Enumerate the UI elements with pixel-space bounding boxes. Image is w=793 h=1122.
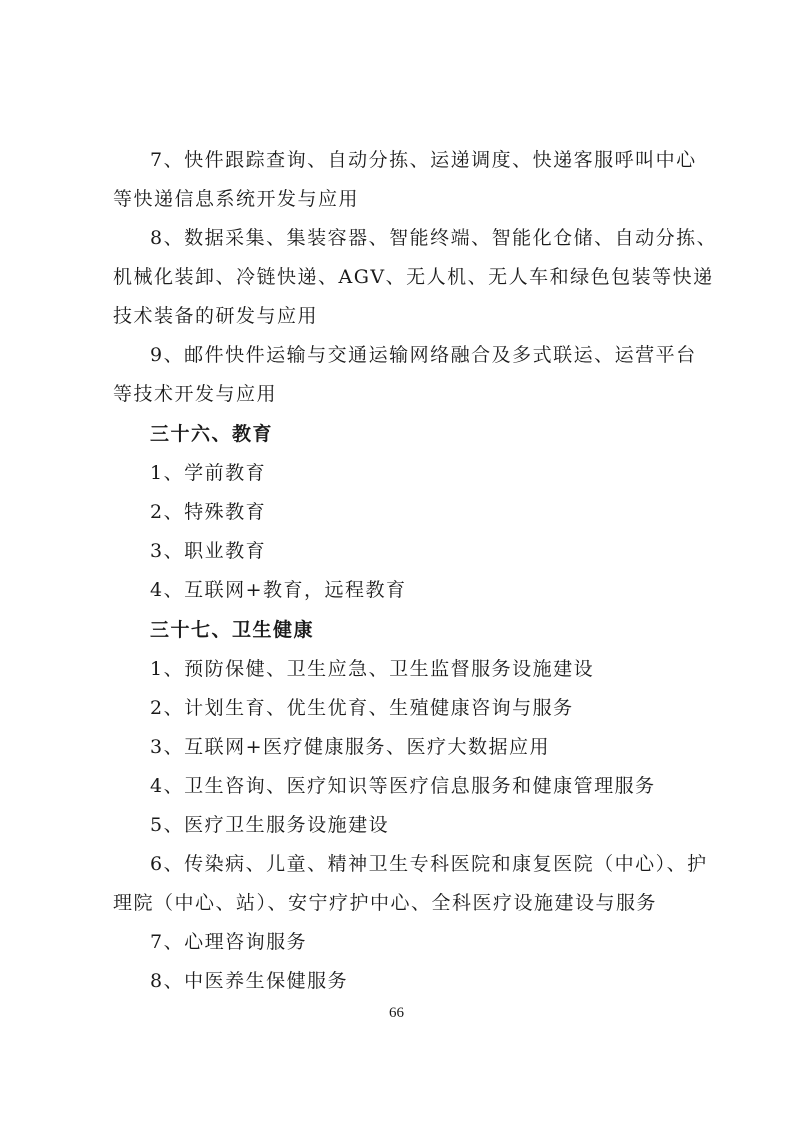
item-8-equipment-line-1: 8、数据采集、集装容器、智能终端、智能化仓储、自动分拣、 bbox=[150, 227, 718, 249]
item-9-transport-line-2: 等技术开发与应用 bbox=[113, 383, 278, 405]
section-heading-health: 三十七、卫生健康 bbox=[150, 619, 315, 641]
page-number: 66 bbox=[389, 1005, 404, 1021]
health-item-3: 3、互联网+医疗健康服务、医疗大数据应用 bbox=[150, 736, 551, 758]
health-item-4: 4、卫生咨询、医疗知识等医疗信息服务和健康管理服务 bbox=[150, 775, 656, 797]
health-item-6-line-2: 理院（中心、站）、安宁疗护中心、全科医疗设施建设与服务 bbox=[113, 892, 658, 914]
item-8-equipment-line-3: 技术装备的研发与应用 bbox=[113, 305, 319, 327]
health-item-8: 8、中医养生保健服务 bbox=[150, 970, 349, 992]
education-item-1: 1、学前教育 bbox=[150, 462, 267, 484]
section-heading-education: 三十六、教育 bbox=[150, 423, 274, 445]
education-item-2: 2、特殊教育 bbox=[150, 501, 267, 523]
item-8-equipment-line-2: 机械化装卸、冷链快递、AGV、无人机、无人车和绿色包装等快递 bbox=[113, 266, 714, 288]
health-item-1: 1、预防保健、卫生应急、卫生监督服务设施建设 bbox=[150, 658, 595, 680]
health-item-2: 2、计划生育、优生优育、生殖健康咨询与服务 bbox=[150, 697, 574, 719]
health-item-6-line-1: 6、传染病、儿童、精神卫生专科医院和康复医院（中心）、护 bbox=[150, 853, 708, 875]
education-item-3: 3、职业教育 bbox=[150, 540, 267, 562]
item-7-express-info-line-2: 等快递信息系统开发与应用 bbox=[113, 188, 360, 210]
health-item-5: 5、医疗卫生服务设施建设 bbox=[150, 814, 390, 836]
item-9-transport-line-1: 9、邮件快件运输与交通运输网络融合及多式联运、运营平台 bbox=[150, 344, 697, 366]
item-7-express-info-line-1: 7、快件跟踪查询、自动分拣、运递调度、快递客服呼叫中心 bbox=[150, 149, 697, 171]
education-item-4: 4、互联网+教育，远程教育 bbox=[150, 579, 407, 601]
health-item-7: 7、心理咨询服务 bbox=[150, 931, 308, 953]
